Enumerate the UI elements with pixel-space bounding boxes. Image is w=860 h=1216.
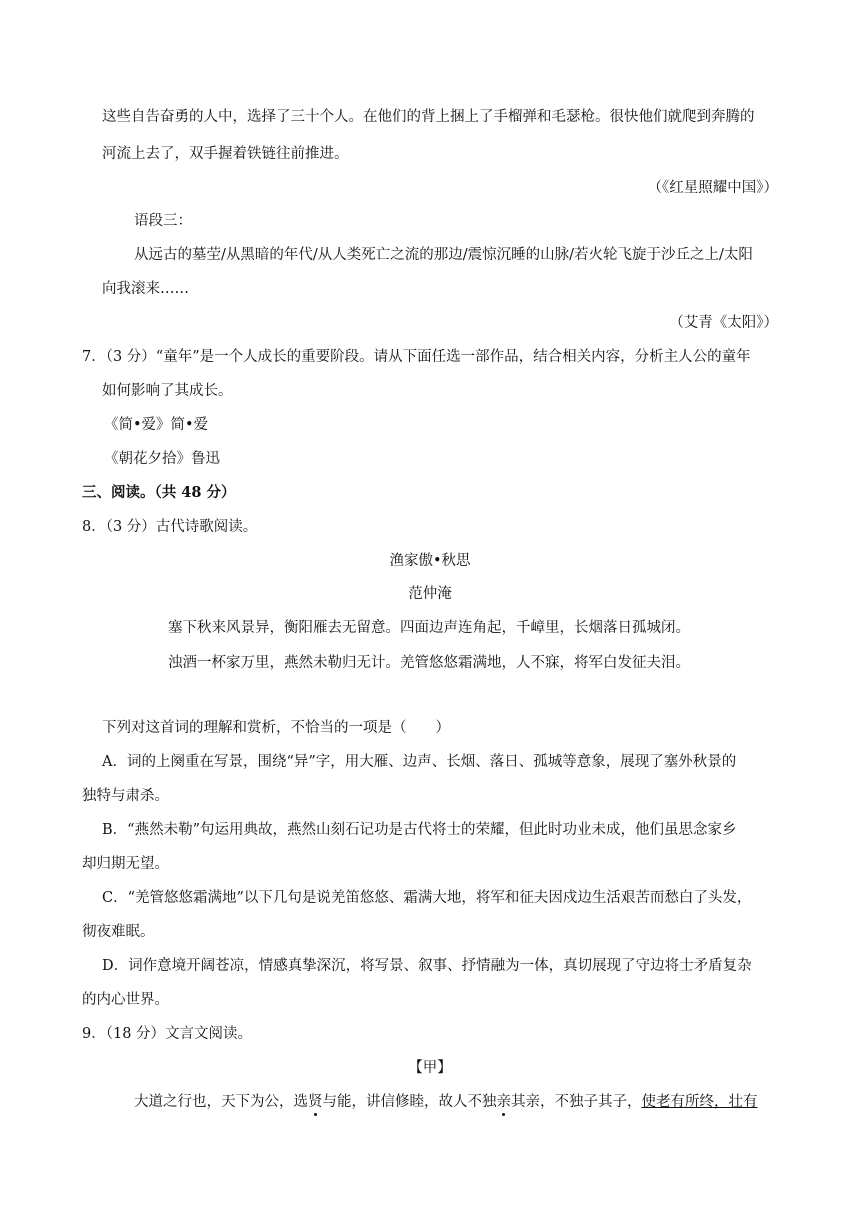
question-7-stem: 7．（3 分）“童年”是一个人成长的重要阶段。请从下面任选一部作品，结合相关内容，分析主人公的童年 — [82, 349, 751, 365]
poem-author: 范仲淹 — [408, 586, 452, 602]
question-8-prompt: 下列对这首词的理解和赏析，不恰当的一项是（ ） — [102, 720, 450, 736]
option-d-line: 的内心世界。 — [82, 992, 169, 1008]
poem-text-line: 向我滚来…… — [102, 281, 189, 297]
text-segment: 大道之行也，天下为公，选 — [134, 1094, 308, 1110]
option-a-line: 独特与肃杀。 — [82, 788, 169, 804]
option-d-line: D．词作意境开阔苍凉，情感真挚深沉，将写景、叙事、抒情融为一体，真切展现了守边将士矛盾复杂 — [102, 958, 752, 974]
segment-source: （艾青《太阳》） — [669, 315, 778, 331]
text-segment: 其亲，不独子其子， — [511, 1094, 642, 1110]
emphasis-dotted-char: 亲 — [496, 1094, 511, 1110]
poem-title: 渔家傲•秋思 — [389, 553, 471, 569]
question-7-option: 《朝花夕拾》鲁迅 — [104, 451, 220, 467]
emphasis-dotted-char: 贤 — [308, 1094, 323, 1110]
passage-line: 河流上去了，双手握着铁链往前推进。 — [102, 146, 349, 162]
passage-label: 【甲】 — [408, 1060, 452, 1076]
option-c-line: C．“羌管悠悠霜满地”以下几句是说羌笛悠悠、霜满大地，将军和征夫因戍边生活艰苦而愁白了头发， — [102, 890, 752, 906]
underlined-text: 使老有所终，壮有 — [641, 1094, 758, 1110]
segment-heading: 语段三： — [134, 213, 192, 229]
poem-line: 塞下秋来风景异，衡阳雁去无留意。四面边声连角起，千嶂里，长烟落日孤城闭。 — [168, 620, 690, 636]
passage-source: （《红星照耀中国》） — [647, 180, 778, 196]
poem-text-line: 从远古的墓茔/从黑暗的年代/从人类死亡之流的那边/震惊沉睡的山脉/若火轮飞旋于沙丘之上/太阳 — [134, 247, 753, 263]
classical-text-line — [134, 1092, 758, 1112]
section-heading: 三、阅读。（共 48 分） — [82, 484, 236, 501]
question-7-stem-cont: 如何影响了其成长。 — [102, 383, 233, 399]
option-a-line: A．词的上阕重在写景，围绕“异”字，用大雁、边声、长烟、落日、孤城等意象，展现了塞外秋景的 — [102, 754, 737, 770]
question-9-stem: 9．（18 分）文言文阅读。 — [82, 1026, 253, 1042]
passage-line: 这些自告奋勇的人中，选择了三十个人。在他们的背上捆上了手榴弹和毛瑟枪。很快他们就爬到奔腾的 — [102, 109, 755, 125]
option-b-line: B．“燕然未勒”句运用典故，燕然山刻石记功是古代将士的荣耀，但此时功业未成，他们虽思念家乡 — [102, 822, 737, 838]
question-8-stem: 8．（3 分）古代诗歌阅读。 — [82, 519, 258, 535]
poem-line: 浊酒一杯家万里，燕然未勒归无计。羌管悠悠霜满地，人不寐，将军白发征夫泪。 — [168, 655, 690, 671]
question-7-option: 《简•爱》简•爱 — [104, 417, 209, 433]
option-b-line: 却归期无望。 — [82, 856, 169, 872]
option-c-line: 彻夜难眠。 — [82, 924, 155, 940]
text-segment: 与能，讲信修睦，故人不独 — [322, 1094, 497, 1110]
